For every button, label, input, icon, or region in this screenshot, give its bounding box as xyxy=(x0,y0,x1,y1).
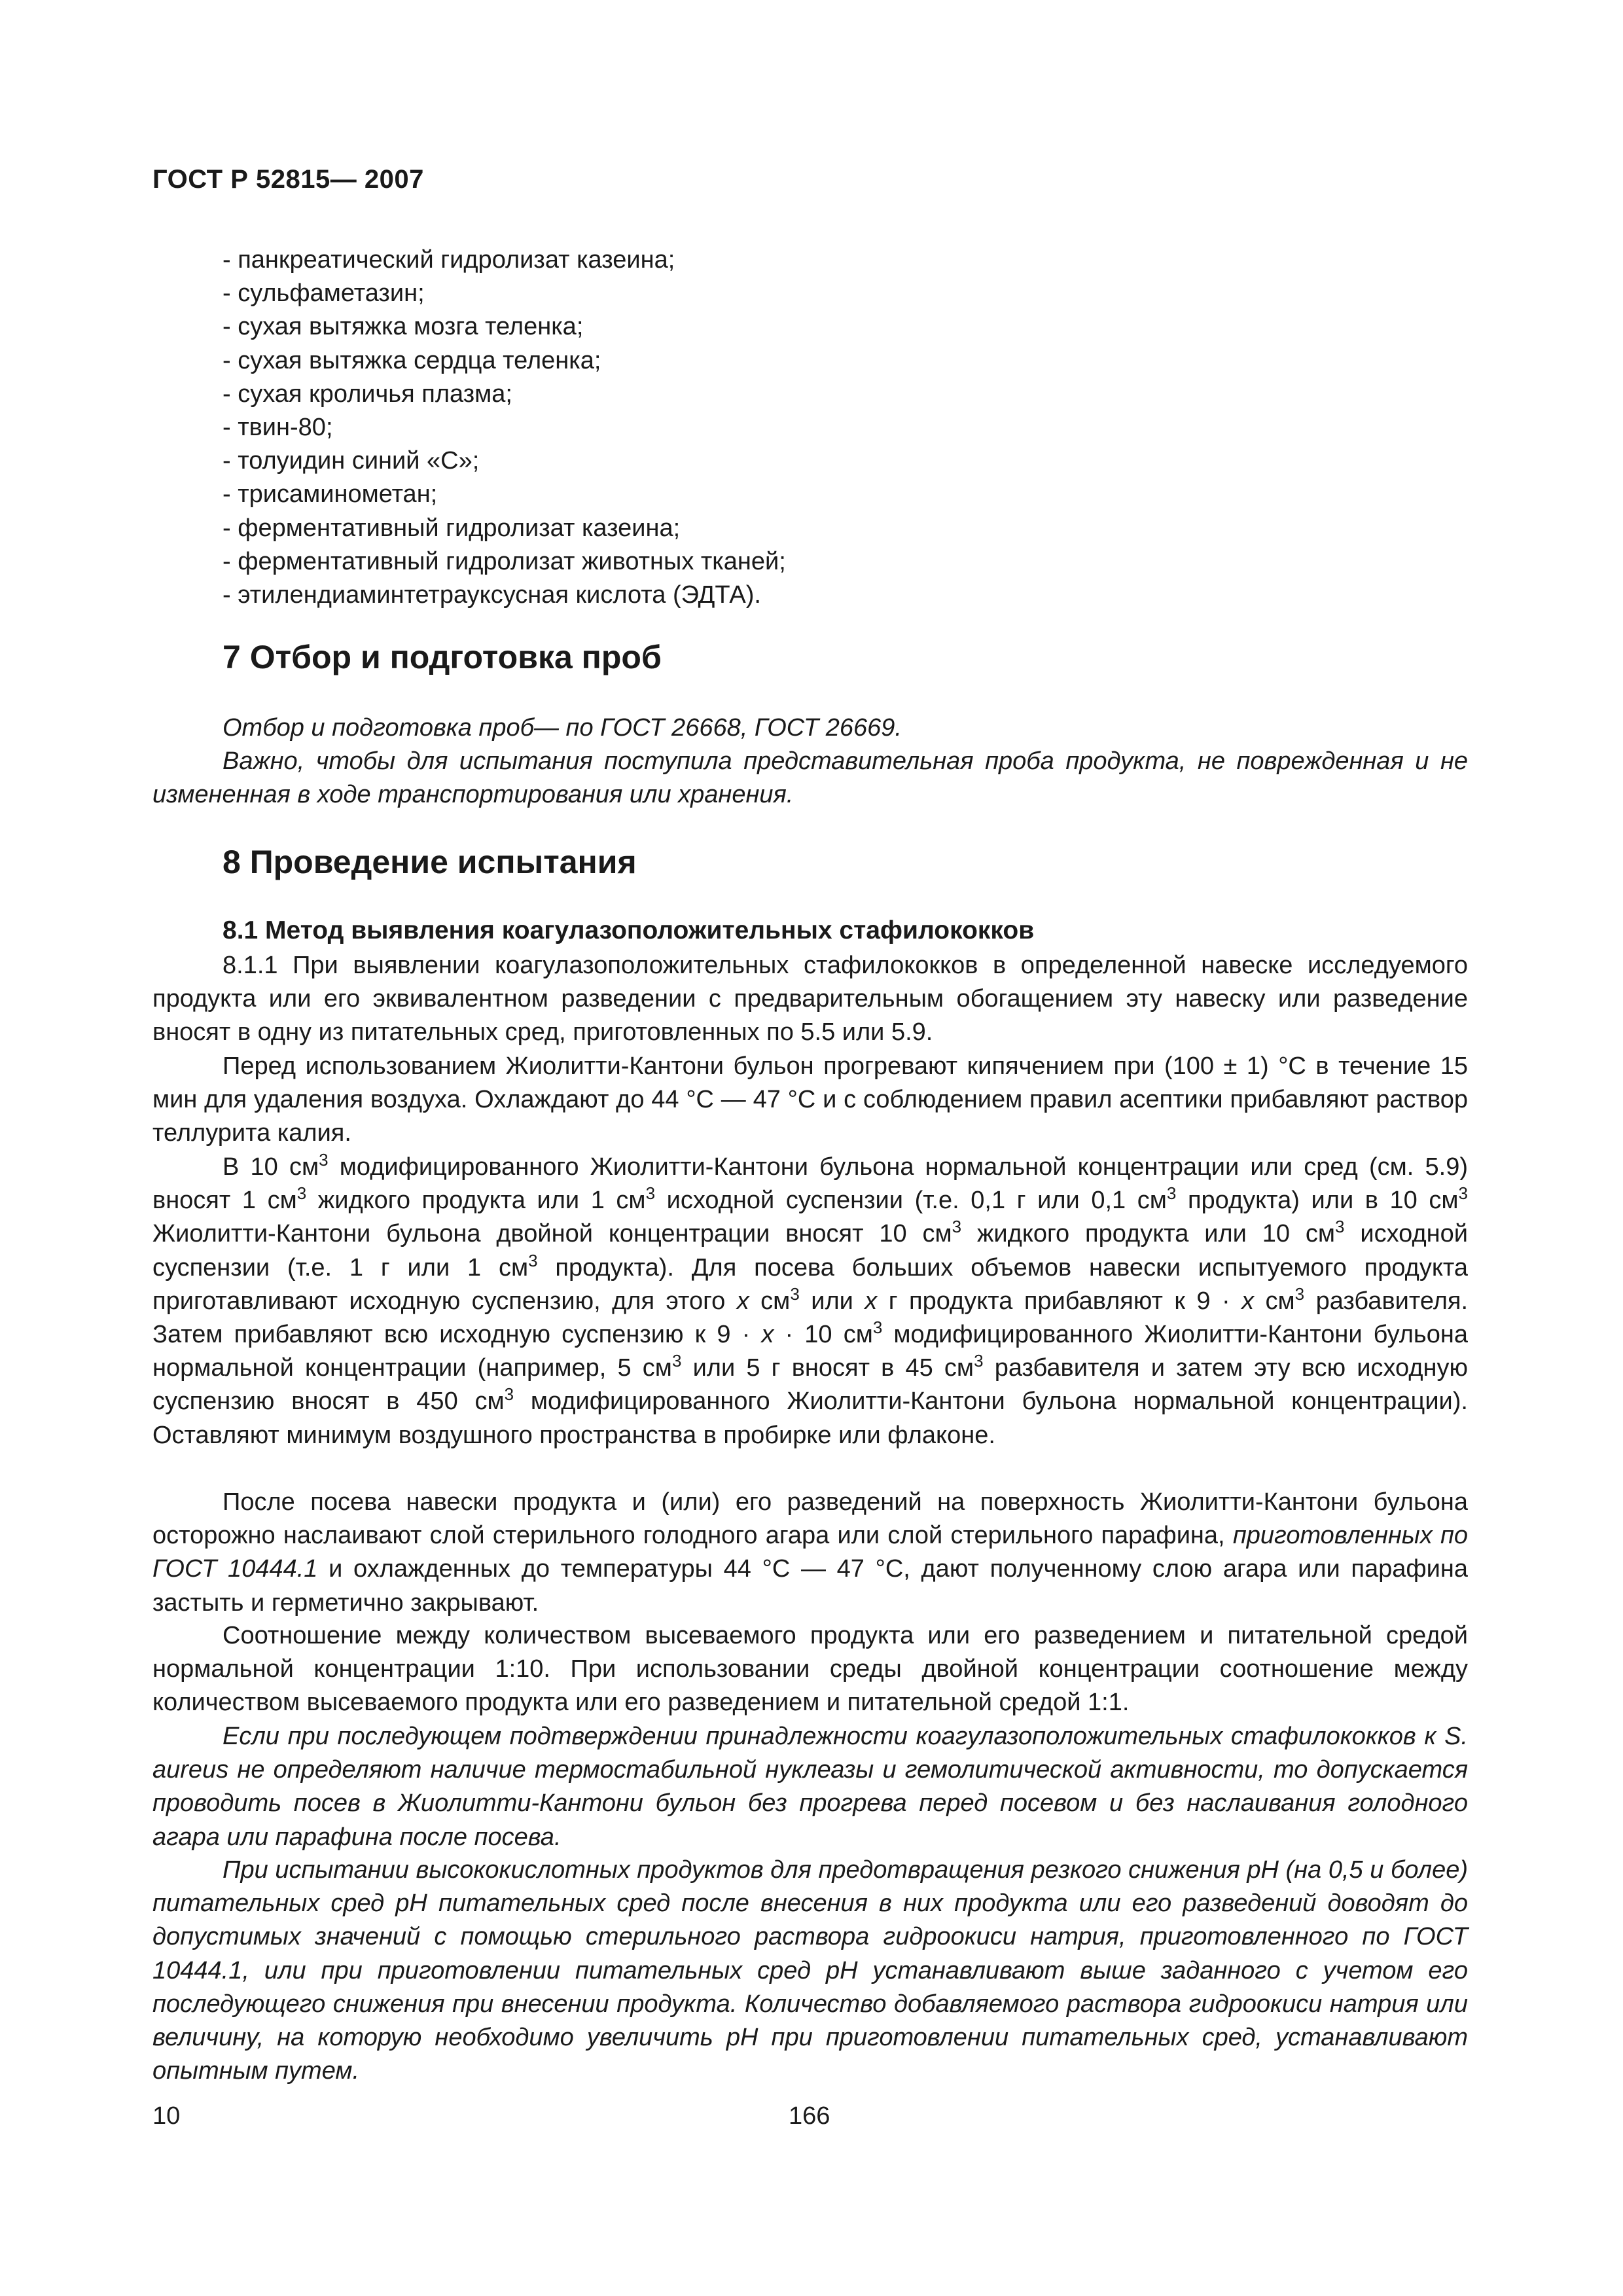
list-item: - панкреатический гидролизат казеина; xyxy=(223,246,675,274)
list-item: - сухая вытяжка сердца теленка; xyxy=(223,346,601,374)
list-item: - ферментативный гидролизат животных тканей; xyxy=(223,547,786,575)
section-8-heading: 8 Проведение испытания xyxy=(223,844,637,880)
paragraph-s-aureus: Если при последующем подтверждении принадлежности коагулазоположительных стафилококков к S. aureus не определяют наличие термостабильной нуклеазы и гемолитической активности, то допускается проводить посев в Жиолитти-Кантони бульон без прогрева перед посевом и без наслаивания голодного агара или парафина после посева. xyxy=(152,1723,1468,1851)
list-item: - трисаминометан; xyxy=(223,480,438,509)
reagent-list xyxy=(223,243,786,612)
list-item: - ферментативный гидролизат казеина; xyxy=(223,514,681,542)
paragraph-overlay: После посева навески продукта и (или) его разведений на поверхность Жиолитти-Кантони бульона осторожно наслаивают слой стерильного голодного агара или слой стерильного парафина, приготовленных по ГОСТ 10444.1 и охлажденных до температуры 44 °С — 47 °С, дают полученному слою агара или парафина застыть и герметично закрывают. xyxy=(152,1488,1469,1617)
section-7-heading: 7 Отбор и подготовка проб xyxy=(223,639,662,675)
page-number: 10 xyxy=(152,2102,181,2130)
paragraph-ratio: Соотношение между количеством высеваемого продукта или его разведением и питательной средой нормальной концентрации 1:10. При использовании среды двойной концентрации соотношение между количеством высеваемого продукта или его разведением и питательной средой 1:1. xyxy=(152,1622,1468,1717)
paragraph-inoculation: В 10 $см^3$ модифицированного Жиолитти-Кантони бульона нормальной концентрации или сред (см. 5.9) вносят 1 $см^3$ жидкого продукта или 1 $см^3$ исходной суспензии (т.е. 0,1 г или 0,1 $см^3$ продукта) или в 10 $см^3$ Жиолитти-Кантони бульона двойной концентрации вносят 10 $см^3$ жидкого продукта или 10 $см^3$ исходной суспензии (т.е. 1 г или 1 $см^3$ продукта). Для посева больших объемов навески испытуемого продукта приготавливают исходную суспензию, для этого х $см^3$ или х г продукта прибавляют к 9 · х $см^3$ разбавителя. Затем прибавляют всю исходную суспензию к 9 · х · 10 $см^3$ модифицированного Жиолитти-Кантони бульона нормальной концентрации (например, 5 $см^3$ или 5 г вносят в 45 $см^3$ разбавителя и затем эту всю исходную суспензию вносят в 450 $см^3$ модифицированного Жиолитти-Кантони бульона нормальной концентрации). Оставляют минимум воздушного пространства в пробирке или флаконе. xyxy=(152,1150,1469,1449)
list-item: - сухая вытяжка мозга теленка; xyxy=(223,313,584,341)
list-item: - твин-80; xyxy=(223,414,333,442)
paragraph-acidic-products: При испытании высококислотных продуктов для предотвращения резкого снижения pH (на 0,5 и более) питательных сред pH питательных сред после внесения в них продукта или его разведений доводят до допустимых значений с помощью стерильного раствора гидроокиси натрия, приготовленного по ГОСТ 10444.1, или при приготовлении питательных сред pH устанавливают выше заданного с учетом его последующего снижения при внесении продукта. Количество добавляемого раствора гидроокиси натрия или величину, на которую необходимо увеличить pH при приготовлении питательных сред, устанавливают опытным путем. xyxy=(152,1856,1468,2085)
list-item: - толуидин синий «С»; xyxy=(223,447,480,475)
paragraph-heating: Перед использованием Жиолитти-Кантони бульон прогревают кипячением при (100 ± 1) °С в течение 15 мин для удаления воздуха. Охлаждают до 44 °С — 47 °С и с соблюдением правил асептики прибавляют раствор теллурита калия. xyxy=(152,1052,1468,1147)
section-7-paragraph-1: Отбор и подготовка проб— по ГОСТ 26668, ГОСТ 26669. xyxy=(223,714,902,742)
list-item: - этилендиаминтетрауксусная кислота (ЭДТА). xyxy=(223,581,761,609)
section-7-paragraph-2: Важно, чтобы для испытания поступила представительная проба продукта, не поврежденная и не измененная в ходе транспортирования или хранения. xyxy=(152,747,1468,809)
subsection-8-1-heading: 8.1 Метод выявления коагулазоположительных стафилококков xyxy=(223,916,1035,944)
document-header: ГОСТ Р 52815— 2007 xyxy=(152,165,424,194)
sheet-number: 166 xyxy=(789,2102,830,2130)
list-item: - сульфаметазин; xyxy=(223,279,425,308)
list-item: - сухая кроличья плазма; xyxy=(223,380,512,408)
paragraph-8-1-1: 8.1.1 При выявлении коагулазоположительных стафилококков в определенной навеске исследуемого продукта или его эквивалентном разведении с предварительным обогащением эту навеску или разведение вносят в одну из питательных сред, приготовленных по 5.5 или 5.9. xyxy=(152,952,1468,1047)
